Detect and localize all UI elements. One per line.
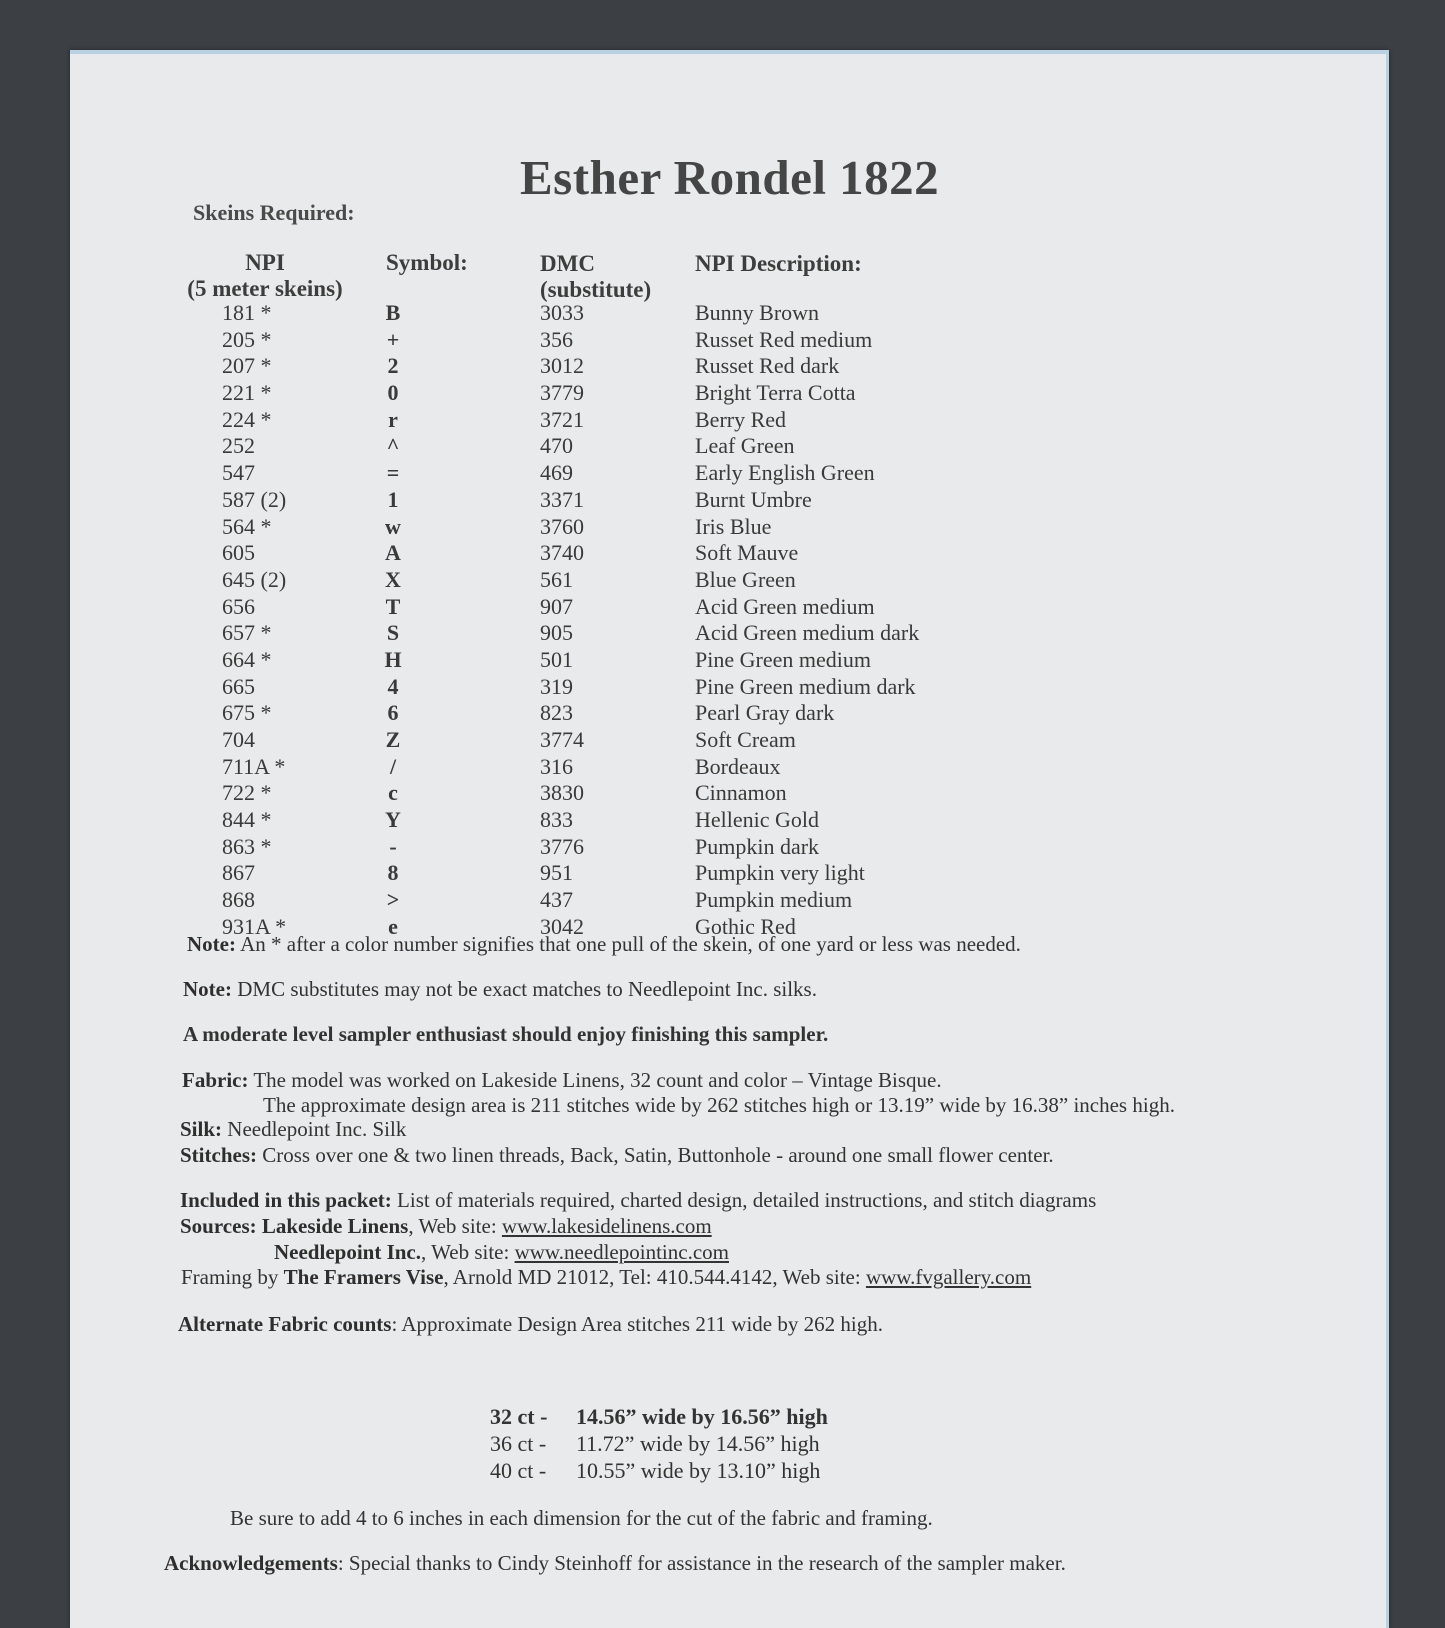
symbol: /	[389, 753, 397, 779]
symbol: H	[384, 646, 402, 672]
npi-number: 657 *	[222, 620, 272, 646]
dmc-number: 437	[540, 887, 573, 913]
symbol: X	[385, 566, 401, 592]
dmc-number: 3760	[540, 513, 584, 539]
table-row	[70, 353, 1070, 380]
included-label: Included in this packet:	[180, 1188, 392, 1212]
color-description: Pumpkin dark	[695, 833, 820, 859]
included-line	[180, 1188, 1096, 1213]
stitches-text: Cross over one & two linen threads, Back, Satin, Buttonhole - around one small flower center.	[262, 1143, 1054, 1167]
symbol: c	[388, 780, 398, 806]
count-size: 14.56” wide by 16.56” high	[576, 1404, 828, 1429]
color-description: Early English Green	[695, 460, 875, 486]
symbol: B	[385, 300, 401, 325]
header-symbol: Symbol:	[386, 250, 468, 275]
dmc-number: 905	[540, 620, 573, 646]
dmc-number: 561	[540, 566, 573, 592]
stitches-label: Stitches:	[180, 1143, 257, 1167]
table-row	[70, 514, 1070, 541]
dmc-number: 833	[540, 807, 573, 833]
table-row	[70, 860, 1070, 887]
table-row	[70, 487, 1070, 514]
symbol: w	[385, 513, 401, 539]
color-description: Cinnamon	[695, 780, 787, 806]
symbol: 0	[387, 380, 399, 406]
silk-label: Silk:	[180, 1117, 223, 1141]
dmc-number: 3033	[540, 300, 584, 325]
color-description: Bunny Brown	[695, 300, 820, 325]
color-description: Pumpkin very light	[695, 860, 865, 886]
note-label: Note:	[187, 932, 236, 956]
dmc-number: 3774	[540, 727, 584, 752]
table-row	[70, 780, 1070, 807]
npi-number: 868	[222, 887, 255, 913]
table-row	[70, 887, 1070, 914]
acknowledgements-text: : Special thanks to Cindy Steinhoff for assistance in the research of the sampler maker.	[337, 1551, 1066, 1575]
npi-number: 181 *	[222, 300, 272, 325]
fabric-label: Fabric:	[182, 1068, 249, 1092]
npi-number: 844 *	[222, 807, 272, 833]
included-text: List of materials required, charted design, detailed instructions, and stitch diagrams	[397, 1188, 1097, 1212]
npi-number: 722 *	[222, 780, 272, 806]
acknowledgements-label: Acknowledgements	[164, 1551, 338, 1575]
count-size: 10.55” wide by 13.10” high	[576, 1458, 821, 1483]
npi-number: 587 (2)	[222, 486, 287, 512]
dmc-number: 3371	[540, 486, 584, 512]
count-label: 36 ct -	[490, 1431, 547, 1456]
dmc-number: 3012	[540, 353, 584, 379]
source-name: Needlepoint Inc.	[274, 1240, 421, 1264]
fabric-count-item	[490, 1431, 828, 1458]
table-row	[70, 727, 1070, 754]
fabric-count-item	[490, 1404, 828, 1431]
alternate-label: Alternate Fabric counts	[178, 1312, 392, 1336]
dmc-number: 3721	[540, 406, 584, 432]
fabric-count-item	[490, 1458, 828, 1485]
dmc-number: 3776	[540, 833, 584, 859]
symbol: Z	[385, 727, 401, 752]
table-row	[70, 540, 1070, 567]
npi-number: 207 *	[222, 353, 272, 379]
color-description: Pine Green medium dark	[695, 673, 916, 699]
dmc-number: 3740	[540, 540, 584, 566]
pattern-sheet	[70, 50, 1389, 1628]
dmc-number: 470	[540, 433, 573, 459]
npi-number: 564 *	[222, 513, 272, 539]
source-prefix: , Web site:	[408, 1214, 502, 1238]
npi-number: 863 *	[222, 833, 272, 859]
sources-label: Sources:	[180, 1214, 257, 1238]
npi-number: 867	[222, 860, 255, 886]
note-asterisk	[187, 932, 1021, 957]
symbol: T	[385, 593, 401, 619]
dmc-number: 3779	[540, 380, 584, 406]
color-description: Russet Red dark	[695, 353, 840, 379]
fvgallery-link[interactable]: www.fvgallery.com	[865, 1265, 1032, 1289]
note-text: An * after a color number signifies that one pull of the skein, of one yard or less was needed.	[240, 932, 1021, 956]
npi-number: 704	[222, 727, 255, 752]
npi-number: 205 *	[222, 326, 272, 352]
table-row	[70, 300, 1070, 327]
symbol: >	[386, 887, 400, 913]
page-title: Esther Rondel 1822	[520, 150, 940, 205]
silk-line	[180, 1117, 406, 1142]
header-dmc-line2: (substitute)	[540, 277, 652, 302]
color-description: Pumpkin medium	[695, 887, 853, 913]
framing-prefix: Framing by	[181, 1265, 284, 1289]
color-table	[70, 300, 1070, 941]
dmc-number: 951	[540, 860, 573, 886]
lakeside-link[interactable]: www.lakesidelinens.com	[501, 1214, 712, 1238]
header-npi-line2: (5 meter skeins)	[187, 276, 343, 301]
note-text: DMC substitutes may not be exact matches to Needlepoint Inc. silks.	[237, 977, 817, 1001]
dmc-number: 316	[540, 753, 573, 779]
npi-number: 605	[222, 540, 255, 566]
header-dmc	[540, 251, 651, 303]
npi-number: 224 *	[222, 406, 272, 432]
color-description: Pine Green medium	[695, 646, 871, 672]
fabric-line	[182, 1068, 942, 1093]
symbol: =	[386, 460, 400, 486]
cut-note: Be sure to add 4 to 6 inches in each dimension for the cut of the fabric and framing.	[230, 1506, 933, 1530]
symbol: +	[386, 326, 400, 352]
color-description: Gothic Red	[695, 913, 796, 939]
note-label: Note:	[183, 977, 232, 1001]
table-row	[70, 327, 1070, 354]
color-description: Berry Red	[695, 406, 787, 432]
table-row	[70, 834, 1070, 861]
symbol: 1	[387, 486, 399, 512]
table-row	[70, 754, 1070, 781]
needlepoint-link[interactable]: www.needlepointinc.com	[514, 1240, 729, 1264]
source-lakeside	[180, 1214, 712, 1239]
symbol: -	[389, 833, 397, 859]
count-label: 40 ct -	[490, 1458, 547, 1483]
npi-number: 665	[222, 673, 255, 699]
table-row	[70, 620, 1070, 647]
dmc-number: 907	[540, 593, 573, 619]
alternate-counts-line	[178, 1312, 883, 1337]
fabric-text: The model was worked on Lakeside Linens, 32 count and color – Vintage Bisque.	[253, 1068, 942, 1092]
design-area-line: The approximate design area is 211 stitches wide by 262 stitches high or 13.19” wide by 16.38” inches high.	[263, 1093, 1175, 1117]
header-npi-line1: NPI	[245, 250, 285, 275]
color-description: Leaf Green	[695, 433, 795, 459]
npi-number: 711A *	[222, 753, 286, 779]
color-description: Pearl Gray dark	[695, 700, 835, 726]
symbol: S	[386, 620, 400, 646]
symbol: Y	[385, 807, 401, 833]
color-description: Bright Terra Cotta	[695, 380, 856, 406]
table-row	[70, 700, 1070, 727]
dmc-number: 356	[540, 326, 573, 352]
npi-number: 675 *	[222, 700, 272, 726]
header-dmc-line1: DMC	[540, 251, 595, 276]
npi-number: 547	[222, 460, 255, 486]
framer-name: The Framers Vise	[283, 1265, 444, 1289]
table-row	[70, 380, 1070, 407]
table-row	[70, 407, 1070, 434]
acknowledgements-line	[164, 1551, 1066, 1576]
framing-line	[181, 1265, 1031, 1290]
stitches-line	[180, 1143, 1054, 1168]
dmc-number: 469	[540, 460, 573, 486]
symbol: 6	[387, 700, 399, 726]
npi-number: 645 (2)	[222, 566, 287, 592]
symbol: e	[388, 913, 398, 939]
table-row	[70, 647, 1070, 674]
symbol: A	[385, 540, 401, 566]
dmc-number: 823	[540, 700, 573, 726]
color-description: Hellenic Gold	[695, 807, 820, 833]
fabric-counts-list	[490, 1404, 828, 1485]
skeins-required-label: Skeins Required:	[193, 200, 355, 225]
color-description: Blue Green	[695, 566, 796, 592]
silk-text: Needlepoint Inc. Silk	[227, 1117, 407, 1141]
level-statement: A moderate level sampler enthusiast should enjoy finishing this sampler.	[183, 1022, 829, 1046]
color-description: Russet Red medium	[695, 326, 873, 352]
npi-number: 221 *	[222, 380, 272, 406]
npi-number: 664 *	[222, 646, 272, 672]
symbol: 4	[387, 673, 399, 699]
color-description: Soft Mauve	[695, 540, 799, 566]
header-npi	[180, 250, 350, 302]
table-row	[70, 674, 1070, 701]
symbol: r	[388, 406, 398, 432]
npi-number: 252	[222, 433, 255, 459]
symbol: 2	[387, 353, 399, 379]
dmc-number: 319	[540, 673, 573, 699]
color-description: Acid Green medium	[695, 593, 875, 619]
source-prefix: , Web site:	[421, 1240, 515, 1264]
color-description: Iris Blue	[695, 513, 772, 539]
color-description: Burnt Umbre	[695, 486, 812, 512]
symbol: ^	[386, 433, 400, 459]
npi-number: 656	[222, 593, 255, 619]
source-name: Lakeside Linens	[261, 1214, 409, 1238]
table-row	[70, 594, 1070, 621]
dmc-number: 3042	[540, 913, 584, 939]
symbol: 8	[387, 860, 399, 886]
table-row	[70, 567, 1070, 594]
dmc-number: 501	[540, 646, 573, 672]
dmc-number: 3830	[540, 780, 584, 806]
table-row	[70, 433, 1070, 460]
count-label: 32 ct -	[490, 1404, 548, 1429]
npi-number: 931A *	[222, 913, 287, 939]
note-dmc	[183, 977, 817, 1002]
alternate-text: : Approximate Design Area stitches 211 wide by 262 high.	[391, 1312, 883, 1336]
source-needlepoint	[274, 1240, 729, 1265]
table-row	[70, 807, 1070, 834]
header-description: NPI Description:	[695, 251, 862, 276]
color-description: Acid Green medium dark	[695, 620, 920, 646]
table-row	[70, 460, 1070, 487]
color-description: Soft Cream	[695, 727, 796, 752]
color-description: Bordeaux	[695, 753, 781, 779]
framing-text: , Arnold MD 21012, Tel: 410.544.4142, Web site:	[443, 1265, 866, 1289]
count-size: 11.72” wide by 14.56” high	[576, 1431, 820, 1456]
